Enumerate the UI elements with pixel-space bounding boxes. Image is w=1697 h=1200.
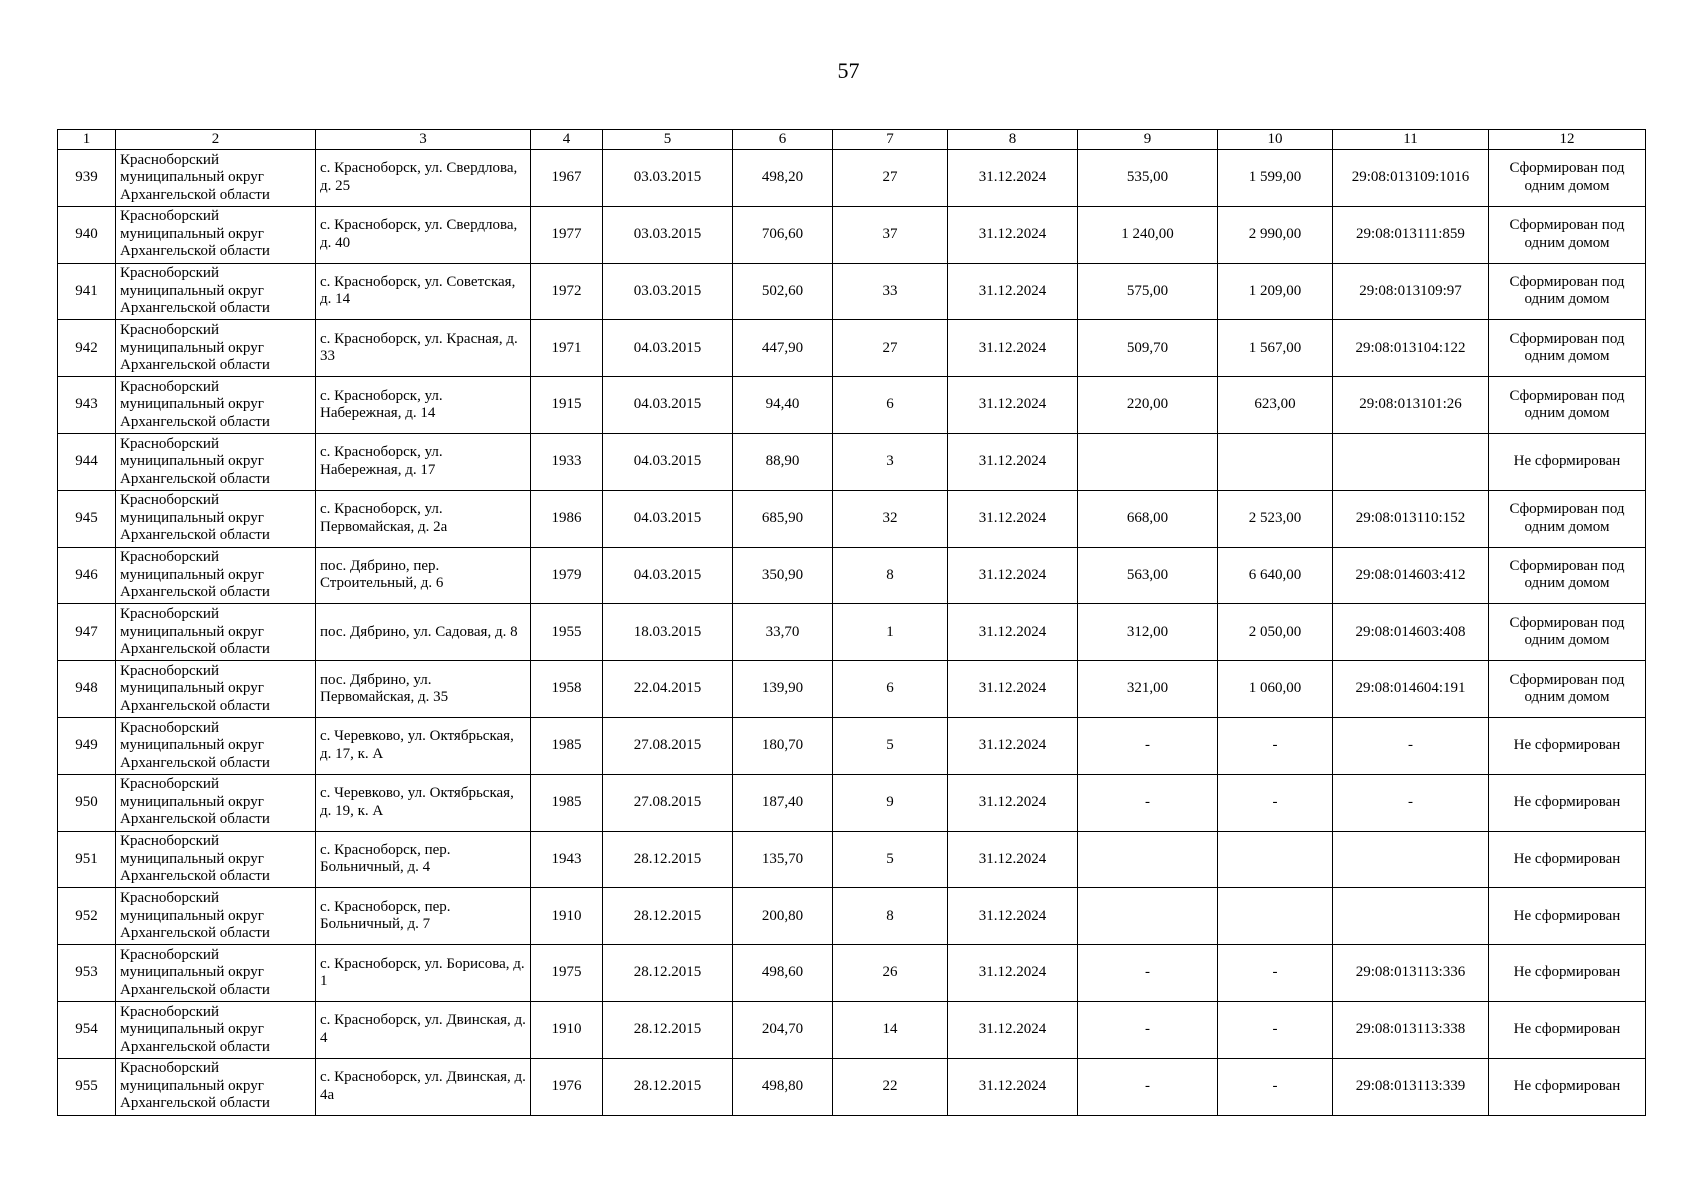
table-row (58, 945, 1646, 1002)
column-header: 8 (948, 130, 1078, 150)
table-row (58, 206, 1646, 263)
table-row (58, 661, 1646, 718)
end-date-cell: 31.12.2024 (948, 1001, 1078, 1058)
row-number-cell: 947 (58, 604, 116, 661)
row-number-cell: 948 (58, 661, 116, 718)
municipality-cell: Красноборский муниципальный округ Архангельской области (116, 320, 316, 377)
value-cell: 2 050,00 (1218, 604, 1333, 661)
status-cell: Сформирован под одним домом (1489, 377, 1646, 434)
count-cell: 32 (833, 490, 948, 547)
date-cell: 04.03.2015 (603, 433, 733, 490)
table-row (58, 831, 1646, 888)
area-cell: 350,90 (733, 547, 833, 604)
date-cell: 04.03.2015 (603, 320, 733, 377)
land-area-cell: 563,00 (1078, 547, 1218, 604)
count-cell: 6 (833, 377, 948, 434)
build-year-cell: 1915 (531, 377, 603, 434)
land-area-cell: - (1078, 1058, 1218, 1115)
count-cell: 5 (833, 717, 948, 774)
address-cell: с. Красноборск, ул. Набережная, д. 14 (316, 377, 531, 434)
table-row (58, 320, 1646, 377)
value-cell (1218, 888, 1333, 945)
status-cell: Не сформирован (1489, 831, 1646, 888)
build-year-cell: 1943 (531, 831, 603, 888)
table-row (58, 490, 1646, 547)
end-date-cell: 31.12.2024 (948, 150, 1078, 207)
address-cell: с. Красноборск, ул. Борисова, д. 1 (316, 945, 531, 1002)
column-header: 12 (1489, 130, 1646, 150)
end-date-cell: 31.12.2024 (948, 263, 1078, 320)
status-cell: Не сформирован (1489, 945, 1646, 1002)
count-cell: 8 (833, 547, 948, 604)
area-cell: 498,20 (733, 150, 833, 207)
row-number-cell: 953 (58, 945, 116, 1002)
row-number-cell: 945 (58, 490, 116, 547)
table-row (58, 604, 1646, 661)
row-number-cell: 940 (58, 206, 116, 263)
land-area-cell: 535,00 (1078, 150, 1218, 207)
status-cell: Сформирован под одним домом (1489, 661, 1646, 718)
value-cell (1218, 433, 1333, 490)
value-cell: 6 640,00 (1218, 547, 1333, 604)
count-cell: 37 (833, 206, 948, 263)
land-area-cell: - (1078, 1001, 1218, 1058)
address-cell: с. Красноборск, ул. Первомайская, д. 2а (316, 490, 531, 547)
row-number-cell: 955 (58, 1058, 116, 1115)
status-cell: Не сформирован (1489, 774, 1646, 831)
land-area-cell: - (1078, 774, 1218, 831)
address-cell: с. Красноборск, ул. Набережная, д. 17 (316, 433, 531, 490)
value-cell: 1 567,00 (1218, 320, 1333, 377)
end-date-cell: 31.12.2024 (948, 1058, 1078, 1115)
area-cell: 685,90 (733, 490, 833, 547)
municipality-cell: Красноборский муниципальный округ Архангельской области (116, 1058, 316, 1115)
municipality-cell: Красноборский муниципальный округ Архангельской области (116, 945, 316, 1002)
date-cell: 04.03.2015 (603, 377, 733, 434)
table-row (58, 1058, 1646, 1115)
land-area-cell: 575,00 (1078, 263, 1218, 320)
column-header: 11 (1333, 130, 1489, 150)
address-cell: с. Красноборск, ул. Советская, д. 14 (316, 263, 531, 320)
build-year-cell: 1977 (531, 206, 603, 263)
municipality-cell: Красноборский муниципальный округ Архангельской области (116, 377, 316, 434)
count-cell: 33 (833, 263, 948, 320)
table-row (58, 717, 1646, 774)
land-area-cell (1078, 831, 1218, 888)
status-cell: Сформирован под одним домом (1489, 547, 1646, 604)
build-year-cell: 1933 (531, 433, 603, 490)
land-area-cell: 220,00 (1078, 377, 1218, 434)
area-cell: 187,40 (733, 774, 833, 831)
municipality-cell: Красноборский муниципальный округ Архангельской области (116, 433, 316, 490)
column-header: 1 (58, 130, 116, 150)
status-cell: Не сформирован (1489, 888, 1646, 945)
value-cell: 2 990,00 (1218, 206, 1333, 263)
value-cell: 1 209,00 (1218, 263, 1333, 320)
cadastral-number-cell: 29:08:013113:338 (1333, 1001, 1489, 1058)
date-cell: 28.12.2015 (603, 1001, 733, 1058)
area-cell: 447,90 (733, 320, 833, 377)
end-date-cell: 31.12.2024 (948, 604, 1078, 661)
column-header: 7 (833, 130, 948, 150)
cadastral-number-cell: 29:08:013104:122 (1333, 320, 1489, 377)
land-area-cell: - (1078, 945, 1218, 1002)
status-cell: Сформирован под одним домом (1489, 490, 1646, 547)
build-year-cell: 1975 (531, 945, 603, 1002)
count-cell: 22 (833, 1058, 948, 1115)
area-cell: 88,90 (733, 433, 833, 490)
column-header: 4 (531, 130, 603, 150)
build-year-cell: 1910 (531, 888, 603, 945)
value-cell: 2 523,00 (1218, 490, 1333, 547)
address-cell: с. Красноборск, ул. Двинская, д. 4 (316, 1001, 531, 1058)
row-number-cell: 949 (58, 717, 116, 774)
row-number-cell: 943 (58, 377, 116, 434)
value-cell (1218, 831, 1333, 888)
area-cell: 502,60 (733, 263, 833, 320)
land-area-cell: 509,70 (1078, 320, 1218, 377)
cadastral-number-cell (1333, 831, 1489, 888)
cadastral-number-cell: - (1333, 717, 1489, 774)
municipality-cell: Красноборский муниципальный округ Архангельской области (116, 888, 316, 945)
address-cell: пос. Дябрино, ул. Садовая, д. 8 (316, 604, 531, 661)
cadastral-number-cell: 29:08:013111:859 (1333, 206, 1489, 263)
row-number-cell: 950 (58, 774, 116, 831)
cadastral-number-cell: 29:08:014603:408 (1333, 604, 1489, 661)
municipality-cell: Красноборский муниципальный округ Архангельской области (116, 604, 316, 661)
column-header: 2 (116, 130, 316, 150)
area-cell: 200,80 (733, 888, 833, 945)
row-number-cell: 941 (58, 263, 116, 320)
municipality-cell: Красноборский муниципальный округ Архангельской области (116, 263, 316, 320)
date-cell: 03.03.2015 (603, 150, 733, 207)
end-date-cell: 31.12.2024 (948, 433, 1078, 490)
status-cell: Сформирован под одним домом (1489, 150, 1646, 207)
area-cell: 33,70 (733, 604, 833, 661)
land-area-cell: 1 240,00 (1078, 206, 1218, 263)
table-row (58, 377, 1646, 434)
end-date-cell: 31.12.2024 (948, 717, 1078, 774)
end-date-cell: 31.12.2024 (948, 547, 1078, 604)
count-cell: 3 (833, 433, 948, 490)
cadastral-number-cell: 29:08:013113:339 (1333, 1058, 1489, 1115)
table-row (58, 150, 1646, 207)
count-cell: 6 (833, 661, 948, 718)
status-cell: Не сформирован (1489, 433, 1646, 490)
build-year-cell: 1979 (531, 547, 603, 604)
end-date-cell: 31.12.2024 (948, 377, 1078, 434)
address-cell: с. Черевково, ул. Октябрьская, д. 17, к. А (316, 717, 531, 774)
value-cell: 1 599,00 (1218, 150, 1333, 207)
table-row (58, 263, 1646, 320)
address-cell: пос. Дябрино, пер. Строительный, д. 6 (316, 547, 531, 604)
status-cell: Не сформирован (1489, 1001, 1646, 1058)
date-cell: 04.03.2015 (603, 547, 733, 604)
build-year-cell: 1986 (531, 490, 603, 547)
page-number: 57 (837, 58, 860, 83)
municipality-cell: Красноборский муниципальный округ Архангельской области (116, 717, 316, 774)
cadastral-number-cell (1333, 433, 1489, 490)
value-cell: 1 060,00 (1218, 661, 1333, 718)
municipality-cell: Красноборский муниципальный округ Архангельской области (116, 774, 316, 831)
date-cell: 28.12.2015 (603, 945, 733, 1002)
date-cell: 04.03.2015 (603, 490, 733, 547)
date-cell: 27.08.2015 (603, 774, 733, 831)
address-cell: с. Черевково, ул. Октябрьская, д. 19, к. А (316, 774, 531, 831)
table-row (58, 547, 1646, 604)
date-cell: 27.08.2015 (603, 717, 733, 774)
date-cell: 18.03.2015 (603, 604, 733, 661)
count-cell: 26 (833, 945, 948, 1002)
column-header: 9 (1078, 130, 1218, 150)
area-cell: 139,90 (733, 661, 833, 718)
count-cell: 1 (833, 604, 948, 661)
cadastral-number-cell (1333, 888, 1489, 945)
end-date-cell: 31.12.2024 (948, 945, 1078, 1002)
end-date-cell: 31.12.2024 (948, 888, 1078, 945)
status-cell: Сформирован под одним домом (1489, 604, 1646, 661)
cadastral-number-cell: 29:08:014603:412 (1333, 547, 1489, 604)
column-header: 5 (603, 130, 733, 150)
area-cell: 135,70 (733, 831, 833, 888)
end-date-cell: 31.12.2024 (948, 490, 1078, 547)
table-row (58, 774, 1646, 831)
area-cell: 498,60 (733, 945, 833, 1002)
address-cell: с. Красноборск, ул. Свердлова, д. 25 (316, 150, 531, 207)
date-cell: 28.12.2015 (603, 888, 733, 945)
status-cell: Не сформирован (1489, 1058, 1646, 1115)
build-year-cell: 1958 (531, 661, 603, 718)
area-cell: 94,40 (733, 377, 833, 434)
row-number-cell: 942 (58, 320, 116, 377)
cadastral-number-cell: 29:08:014604:191 (1333, 661, 1489, 718)
row-number-cell: 946 (58, 547, 116, 604)
cadastral-number-cell: 29:08:013101:26 (1333, 377, 1489, 434)
date-cell: 22.04.2015 (603, 661, 733, 718)
build-year-cell: 1967 (531, 150, 603, 207)
municipality-cell: Красноборский муниципальный округ Архангельской области (116, 206, 316, 263)
land-area-cell: 321,00 (1078, 661, 1218, 718)
address-cell: пос. Дябрино, ул. Первомайская, д. 35 (316, 661, 531, 718)
build-year-cell: 1971 (531, 320, 603, 377)
build-year-cell: 1976 (531, 1058, 603, 1115)
area-cell: 204,70 (733, 1001, 833, 1058)
date-cell: 03.03.2015 (603, 206, 733, 263)
count-cell: 27 (833, 320, 948, 377)
count-cell: 9 (833, 774, 948, 831)
land-area-cell: 312,00 (1078, 604, 1218, 661)
row-number-cell: 952 (58, 888, 116, 945)
value-cell: - (1218, 717, 1333, 774)
address-cell: с. Красноборск, ул. Двинская, д. 4а (316, 1058, 531, 1115)
column-header: 10 (1218, 130, 1333, 150)
land-area-cell (1078, 888, 1218, 945)
area-cell: 498,80 (733, 1058, 833, 1115)
cadastral-number-cell: 29:08:013113:336 (1333, 945, 1489, 1002)
cadastral-number-cell: - (1333, 774, 1489, 831)
municipality-cell: Красноборский муниципальный округ Архангельской области (116, 831, 316, 888)
end-date-cell: 31.12.2024 (948, 774, 1078, 831)
municipality-cell: Красноборский муниципальный округ Архангельской области (116, 490, 316, 547)
area-cell: 180,70 (733, 717, 833, 774)
area-cell: 706,60 (733, 206, 833, 263)
address-cell: с. Красноборск, ул. Красная, д. 33 (316, 320, 531, 377)
build-year-cell: 1972 (531, 263, 603, 320)
build-year-cell: 1910 (531, 1001, 603, 1058)
end-date-cell: 31.12.2024 (948, 320, 1078, 377)
cadastral-number-cell: 29:08:013110:152 (1333, 490, 1489, 547)
housing-registry-table (57, 129, 1646, 1116)
value-cell: - (1218, 1058, 1333, 1115)
date-cell: 28.12.2015 (603, 1058, 733, 1115)
row-number-cell: 939 (58, 150, 116, 207)
status-cell: Сформирован под одним домом (1489, 206, 1646, 263)
count-cell: 8 (833, 888, 948, 945)
status-cell: Сформирован под одним домом (1489, 263, 1646, 320)
count-cell: 5 (833, 831, 948, 888)
row-number-cell: 954 (58, 1001, 116, 1058)
table-row (58, 888, 1646, 945)
address-cell: с. Красноборск, пер. Больничный, д. 4 (316, 831, 531, 888)
end-date-cell: 31.12.2024 (948, 206, 1078, 263)
end-date-cell: 31.12.2024 (948, 831, 1078, 888)
column-header: 6 (733, 130, 833, 150)
land-area-cell: - (1078, 717, 1218, 774)
column-number-header-row (58, 130, 1646, 150)
value-cell: - (1218, 945, 1333, 1002)
land-area-cell (1078, 433, 1218, 490)
build-year-cell: 1985 (531, 774, 603, 831)
status-cell: Сформирован под одним домом (1489, 320, 1646, 377)
date-cell: 28.12.2015 (603, 831, 733, 888)
count-cell: 27 (833, 150, 948, 207)
value-cell: - (1218, 1001, 1333, 1058)
date-cell: 03.03.2015 (603, 263, 733, 320)
build-year-cell: 1985 (531, 717, 603, 774)
value-cell: - (1218, 774, 1333, 831)
row-number-cell: 951 (58, 831, 116, 888)
row-number-cell: 944 (58, 433, 116, 490)
build-year-cell: 1955 (531, 604, 603, 661)
address-cell: с. Красноборск, пер. Больничный, д. 7 (316, 888, 531, 945)
land-area-cell: 668,00 (1078, 490, 1218, 547)
count-cell: 14 (833, 1001, 948, 1058)
table-row (58, 1001, 1646, 1058)
end-date-cell: 31.12.2024 (948, 661, 1078, 718)
cadastral-number-cell: 29:08:013109:97 (1333, 263, 1489, 320)
municipality-cell: Красноборский муниципальный округ Архангельской области (116, 1001, 316, 1058)
municipality-cell: Красноборский муниципальный округ Архангельской области (116, 661, 316, 718)
cadastral-number-cell: 29:08:013109:1016 (1333, 150, 1489, 207)
table-body (58, 150, 1646, 1116)
address-cell: с. Красноборск, ул. Свердлова, д. 40 (316, 206, 531, 263)
status-cell: Не сформирован (1489, 717, 1646, 774)
column-header: 3 (316, 130, 531, 150)
value-cell: 623,00 (1218, 377, 1333, 434)
municipality-cell: Красноборский муниципальный округ Архангельской области (116, 547, 316, 604)
table-row (58, 433, 1646, 490)
municipality-cell: Красноборский муниципальный округ Архангельской области (116, 150, 316, 207)
